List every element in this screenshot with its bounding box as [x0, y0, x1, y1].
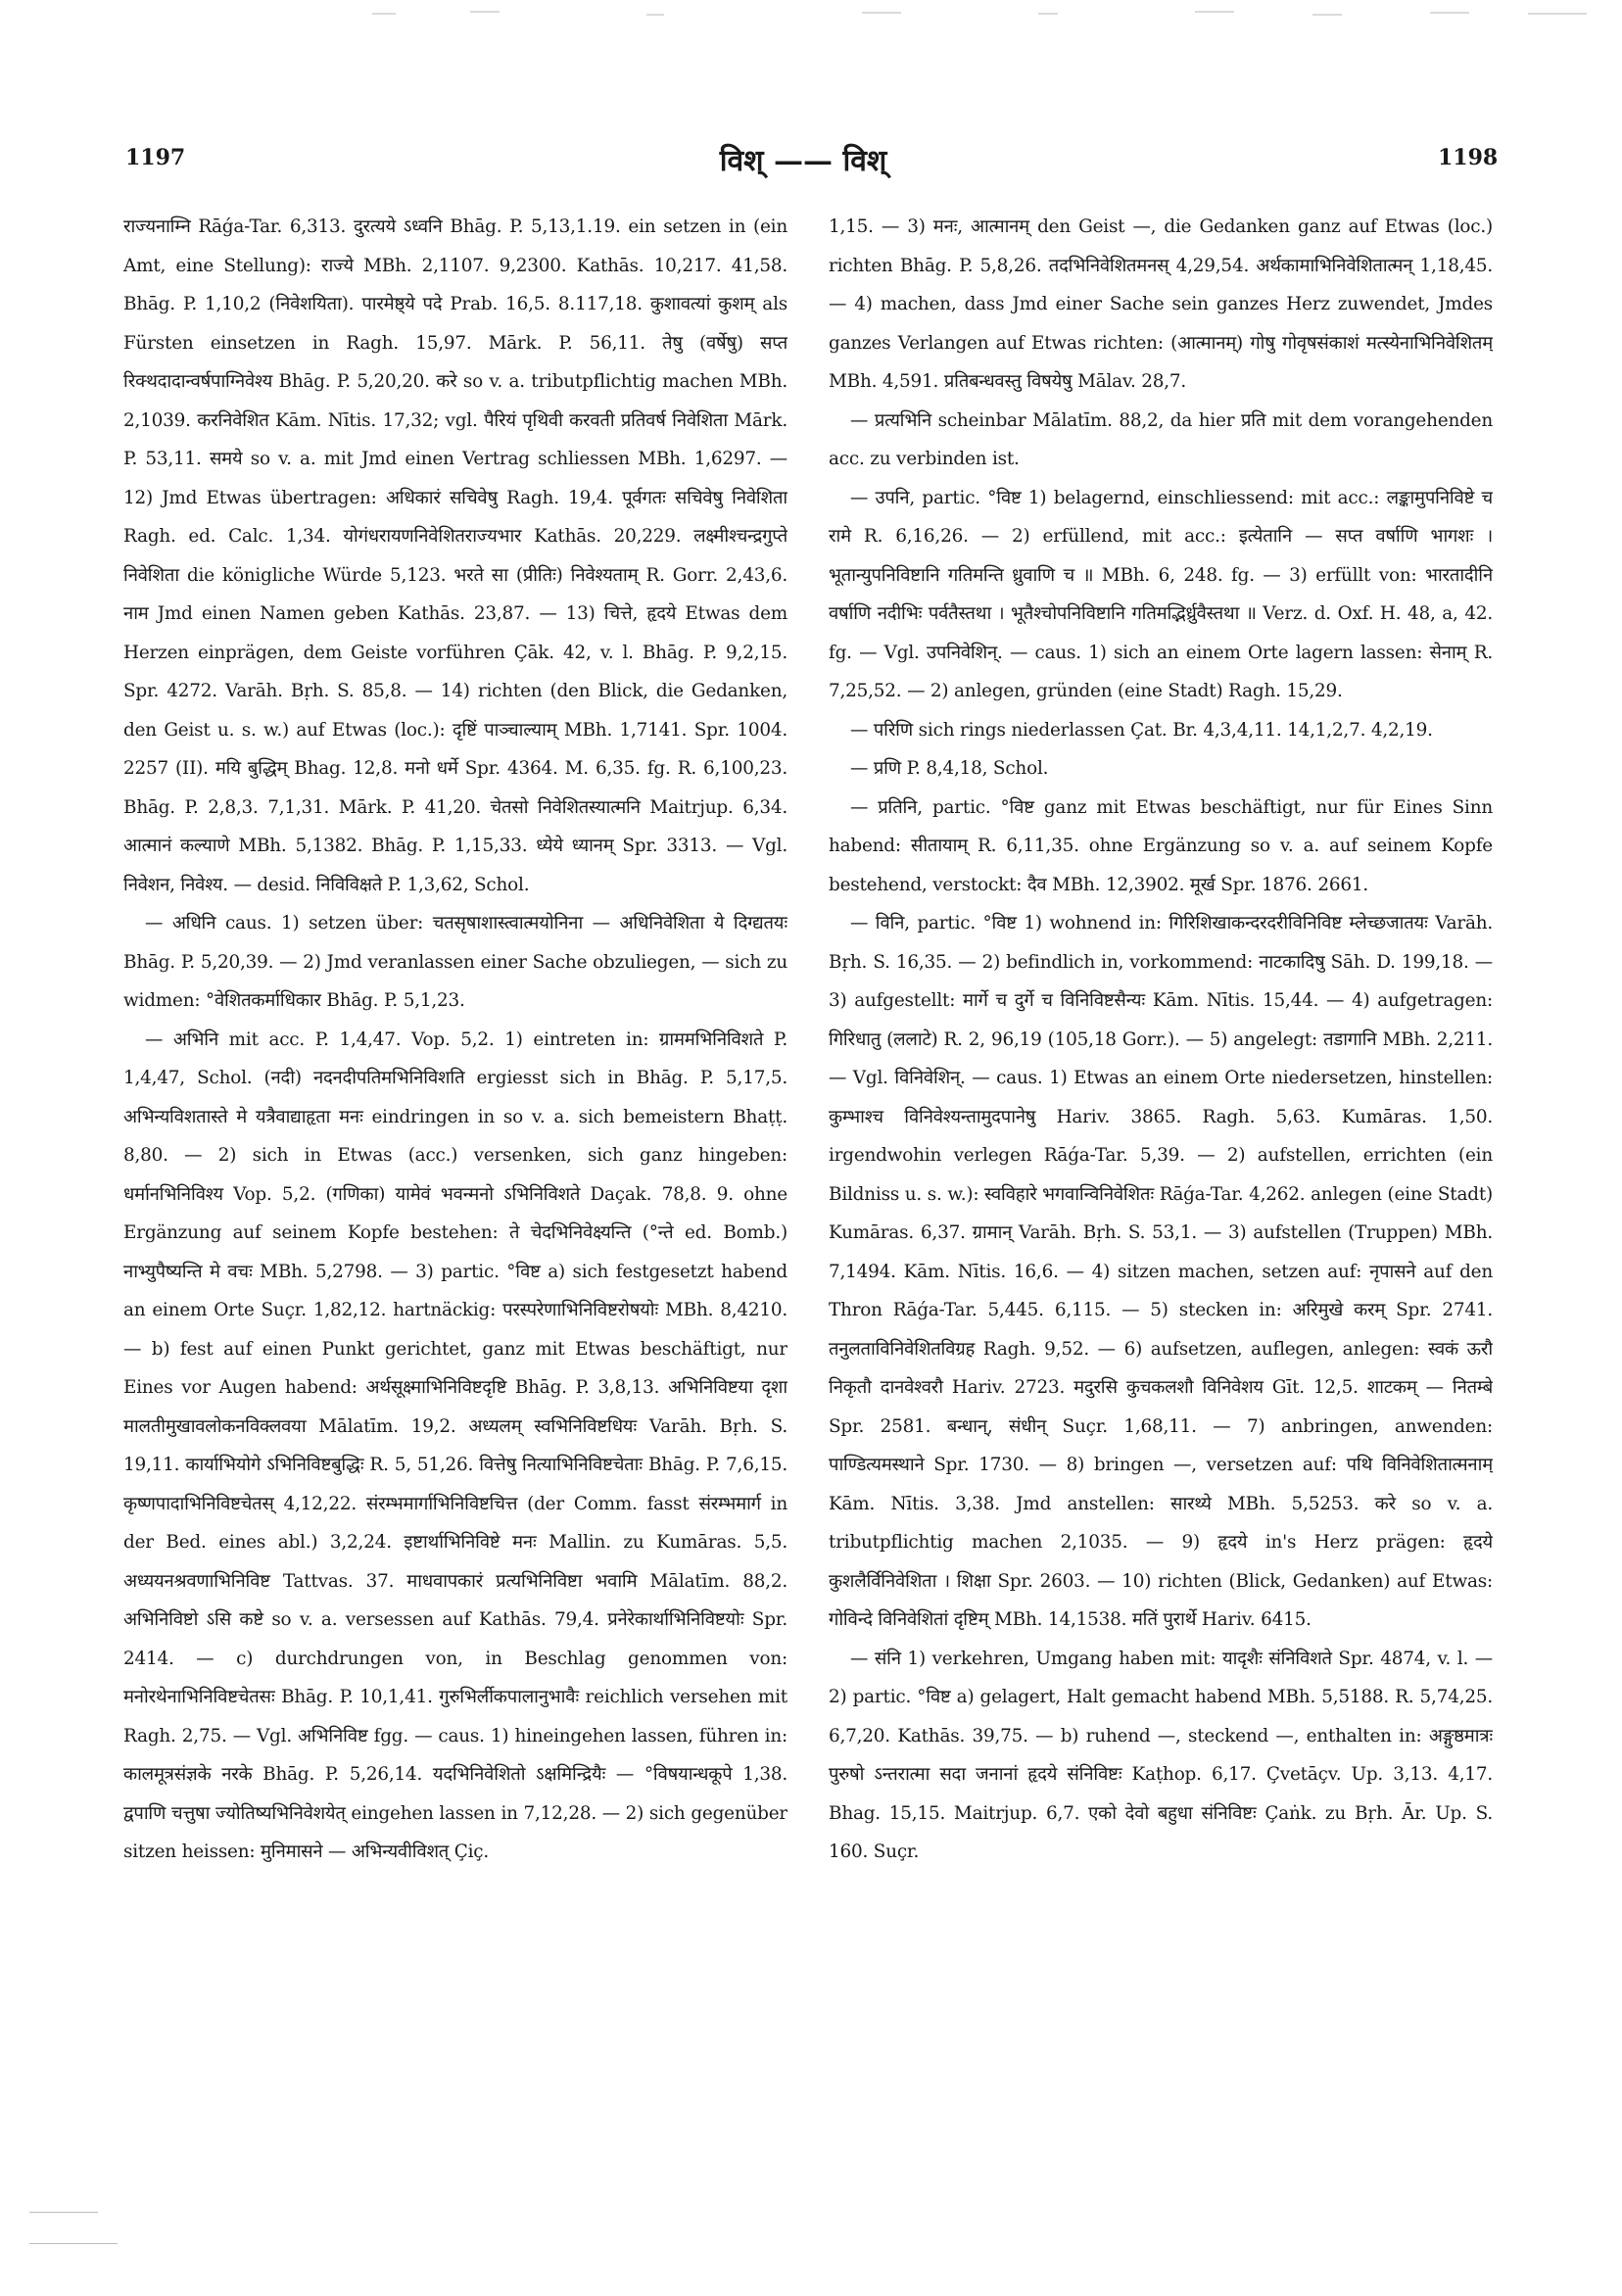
entry-paragraph: — उपनि, partic. °विष्ट 1) belagernd, einschliessend: mit acc.: लङ्कामुपनिविष्टे च रामे R. 6,16,26. — 2) erfüllend, mit acc.: इत्येतानि — सप्त वर्षाणि भागशः । भूतान्युपनिविष्टानि गतिमन्ति ध्रुवाणि च ॥ MBh. 6, 248. fg. — 3) erfüllt von: भारतादीनि वर्षाणि नदीभिः पर्वतैस्तथा । भूतैश्चोपनिविष्टानि गतिमद्भिर्ध्रुवैस्तथा ॥ Verz. d. Oxf. H. 48, a, 42. fg. — Vgl. उपनिवेशिन्. — caus. 1) sich an einem Orte lagern lassen: सेनाम् R. 7,25,52. — 2) anlegen, gründen (eine Stadt) Ragh. 15,29.	[829, 487, 1493, 701]
entry-paragraph: — अभिनि mit acc. P. 1,4,47. Vop. 5,2. 1) eintreten in: ग्राममभिनिविशते P. 1,4,47, Schol. (नदी) नदनदीपतिमभिनिविशति ergiesst sich in Bhāg. P. 5,17,5. अभिन्यविशतास्ते मे यत्रैवाद्याहृता मनः eindringen in so v. a. sich bemeistern Bhaṭṭ. 8,80. — 2) sich in Etwas (acc.) versenken, sich ganz hingeben: धर्मानभिनिविश्य Vop. 5,2. (गणिका) यामेवं भवन्मनो ऽभिनिविशते Daçak. 78,8. 9. ohne Ergänzung auf seinem Kopfe bestehen: ते चेदभिनिवेक्ष्यन्ति (°न्ते ed. Bomb.) नाभ्युपैष्यन्ति मे वचः MBh. 5,2798. — 3) partic. °विष्ट a) sich festgesetzt habend an einem Orte Suçr. 1,82,12. hartnäckig: परस्परेणाभिनिविष्टरोषयोः MBh. 8,4210. — b) fest auf einen Punkt gerichtet, ganz mit Etwas beschäftigt, nur Eines vor Augen habend: अर्थसूक्ष्माभिनिविष्टदृष्टि Bhāg. P. 3,8,13. अभिनिविष्टया दृशा मालतीमुखावलोकनविक्लवया Mālatīm. 19,2. अध्यलम् स्वभिनिविष्टधियः Varāh. Bṛh. S. 19,11. कार्याभियोगे ऽभिनिविष्टबुद्धिः R. 5, 51,26. वित्तेषु नित्याभिनिविष्टचेताः Bhāg. P. 7,6,15. कृष्णपादाभिनिविष्टचेतस् 4,12,22. संरम्भमार्गाभिनिविष्टचित्त (der Comm. fasst संरम्भमार्ग in der Bed. eines abl.) 3,2,24. इष्टार्थाभिनिविष्टे मनः Mallin. zu Kumāras. 5,5. अध्ययनश्रवणाभिनिविष्ट Tattvas. 37. माधवापकारं प्रत्यभिनिविष्टा भवामि Mālatīm. 88,2. अभिनिविष्टो ऽसि कष्टे so v. a. versessen auf Kathās. 79,4. प्रनेरेकार्थाभिनिविष्टयोः Spr. 2414. — c) durchdrungen von, in Beschlag genommen von: मनोरथेनाभिनिविष्टचेतसः Bhāg. P. 10,1,41. गुरुभिर्लीकपालानुभावैः reichlich versehen mit Ragh. 2,75. — Vgl. अभिनिविष्ट fgg. — caus. 1) hineingehen lassen, führen in: कालमूत्रसंज्ञके नरके Bhāg. P. 5,26,14. यदभिनिवेशितो ऽक्षमिन्द्रियैः — °विषयान्धकूपे 1,38. द्वपाणि चत्तुषा ज्योतिष्यभिनिवेशयेत् eingehen lassen in 7,12,28. — 2) sich gegenüber sitzen heissen: मुनिमासने — अभिन्यवीविशत् Çiç.	[123, 1028, 787, 1862]
page-number-right: 1198	[1438, 145, 1499, 170]
entry-paragraph: — प्रतिनि, partic. °विष्ट ganz mit Etwas beschäftigt, nur für Eines Sinn habend: सीतायाम् R. 6,11,35. ohne Ergänzung so v. a. auf seinem Kopfe bestehend, verstockt: दैव MBh. 12,3902. मूर्ख Spr. 1876. 2661.	[829, 796, 1493, 895]
entry-paragraph: — परिणि sich rings niederlassen Çat. Br. 4,3,4,11. 14,1,2,7. 4,2,19.	[850, 719, 1433, 741]
entry-paragraph: — विनि, partic. °विष्ट 1) wohnend in: गिरिशिखाकन्दरदरीविनिविष्ट म्लेच्छजातयः Varāh. Bṛh. S. 16,35. — 2) befindlich in, vorkommend: नाटकादिषु Sāh. D. 199,18. — 3) aufgestellt: मार्गे च दुर्गे च विनिविष्टसैन्यः Kām. Nītis. 15,44. — 4) aufgetragen: गिरिधातु (ललाटे) R. 2, 96,19 (105,18 Gorr.). — 5) angelegt: तडागानि MBh. 2,211. — Vgl. विनिवेशिन्. — caus. 1) Etwas an einem Orte niedersetzen, hinstellen: कुम्भाश्च विनिवेश्यन्तामुदपानेषु Hariv. 3865. Ragh. 5,63. Kumāras. 1,50. irgendwohin verlegen Rāǵa-Tar. 5,39. — 2) aufstellen, errichten (ein Bildniss u. s. w.): स्वविहारे भगवान्विनिवेशितः Rāǵa-Tar. 4,262. anlegen (eine Stadt) Kumāras. 6,37. ग्रामान् Varāh. Bṛh. S. 53,1. — 3) aufstellen (Truppen) MBh. 7,1494. Kām. Nītis. 16,6. — 4) sitzen machen, setzen auf: नृपासने auf den Thron Rāǵa-Tar. 5,445. 6,115. — 5) stecken in: अरिमुखे करम् Spr. 2741. तनुलताविनिवेशितविग्रह Ragh. 9,52. — 6) aufsetzen, auflegen, anlegen: स्वकं ऊरौ निकृतौ दानवेश्वरौ Hariv. 2723. मदुरसि कुचकलशौ विनिवेशय Gīt. 12,5. शाटकम् — नितम्बे Spr. 2581. बन्धान्, संधीन् Suçr. 1,68,11. — 7) anbringen, anwenden: पाण्डित्यमस्थाने Spr. 1730. — 8) bringen —, versetzen auf: पथि विनिवेशितात्मनाम् Kām. Nītis. 3,38. Jmd anstellen: सारथ्ये MBh. 5,5253. करे so v. a. tributpflichtig machen 2,1035. — 9) हृदये in's Herz prägen: हृदये कुशलैर्विनिवेशिता । शिक्षा Spr. 2603. — 10) richten (Blick, Gedanken) auf Etwas: गोविन्दे विनिवेशितां दृष्टिम् MBh. 14,1538. मतिं पुरार्थे Hariv. 6415.	[829, 913, 1493, 1630]
entry-paragraph: 1,15. — 3) मनः, आत्मानम् den Geist —, die Gedanken ganz auf Etwas (loc.) richten Bhāg. P. 5,8,26. तदभिनिवेशितमनस् 4,29,54. अर्थकामाभिनिवेशितात्मन् 1,18,45. — 4) machen, dass Jmd einer Sache sein ganzes Herz zuwendet, Jmdes ganzes Verlangen auf Etwas richten: (आत्मानम्) गोषु गोवृषसंकाशं मत्स्येनाभिनिवेशितम् MBh. 4,591. प्रतिबन्धवस्तु विषयेषु Mālav. 28,7.	[829, 216, 1493, 392]
entry-paragraph: — अधिनि caus. 1) setzen über: चतसृषाशास्त्वात्मयोनिना — अधिनिवेशिता ये दिग्द्यतयः Bhāg. P. 5,20,39. — 2) Jmd veranlassen einer Sache obzuliegen, — sich zu widmen: °वेशितकर्माधिकार Bhāg. P. 5,1,23.	[123, 913, 787, 1011]
left-column	[123, 208, 787, 2118]
right-column	[829, 208, 1493, 2118]
bottom-scan-line	[29, 2212, 98, 2213]
page-number-left: 1197	[125, 145, 186, 170]
entry-paragraph: राज्यनाम्नि Rāǵa-Tar. 6,313. दुरत्यये ऽध्वनि Bhāg. P. 5,13,1.19. ein setzen in (ein Amt, eine Stellung): राज्ये MBh. 2,1107. 9,2300. Kathās. 10,217. 41,58. Bhāg. P. 1,10,2 (निवेशयिता). पारमेष्ठ्ये पदे Prab. 16,5. 8.117,18. कुशावत्यां कुशम् als Fürsten einsetzen in Ragh. 15,97. Mārk. P. 56,11. तेषु (वर्षेषु) सप्त रिक्थदादान्वर्षपाग्निवेश्य Bhāg. P. 5,20,20. करे so v. a. tributpflichtig machen MBh. 2,1039. करनिवेशित Kām. Nītis. 17,32; vgl. पैरियं पृथिवी करवती प्रतिवर्ष निवेशिता Mārk. P. 53,11. समये so v. a. mit Jmd einen Vertrag schliessen MBh. 1,6297. — 12) Jmd Etwas übertragen: अधिकारं सचिवेषु Ragh. 19,4. पूर्वगतः सचिवेषु निवेशिता Ragh. ed. Calc. 1,34. योगंधरायणनिवेशितराज्यभार Kathās. 20,229. लक्ष्मीश्चन्द्रगुप्ते निवेशिता die königliche Würde 5,123. भरते सा (प्रीतिः) निवेश्यताम् R. Gorr. 2,43,6. नाम Jmd einen Namen geben Kathās. 23,87. — 13) चित्ते, हृदये Etwas dem Herzen einprägen, dem Geiste vorführen Çāk. 42, v. l. Bhāg. P. 9,2,15. Spr. 4272. Varāh. Bṛh. S. 85,8. — 14) richten (den Blick, die Gedanken, den Geist u. s. w.) auf Etwas (loc.): दृष्टिं पाञ्चाल्याम् MBh. 1,7141. Spr. 1004. 2257 (II). मयि बुद्धिम् Bhag. 12,8. मनो धर्मे Spr. 4364. M. 6,35. fg. R. 6,100,23. Bhāg. P. 2,8,3. 7,1,31. Mārk. P. 41,20. चेतसो निवेशितस्यात्मनि Maitrjup. 6,34. आत्मानं कल्याणे MBh. 5,1382. Bhāg. P. 1,15,33. ध्येये ध्यानम् Spr. 3313. — Vgl. निवेशन, निवेश्य. — desid. निविविक्षते P. 1,3,62, Schol.	[123, 216, 787, 895]
running-head: विश् —— विश्	[719, 144, 887, 178]
scan-speckle	[353, 6, 1606, 20]
bottom-scan-line	[29, 2243, 118, 2244]
entry-paragraph: — प्रणि P. 8,4,18, Schol.	[850, 758, 1049, 779]
entry-paragraph: — प्रत्यभिनि scheinbar Mālatīm. 88,2, da hier प्रति mit dem vorangehenden acc. zu verbinden ist.	[829, 409, 1493, 469]
entry-paragraph: — संनि 1) verkehren, Umgang haben mit: यादृशैः संनिविशते Spr. 4874, v. l. — 2) partic. °विष्ट a) gelagert, Halt gemacht habend MBh. 5,5188. R. 5,74,25. 6,7,20. Kathās. 39,75. — b) ruhend —, steckend —, enthalten in: अङ्गुष्ठमात्रः पुरुषो ऽन्तरात्मा सदा जनानां हृदये संनिविष्टः Kaṭhop. 6,17. Çvetāçv. Up. 3,13. 4,17. Bhag. 15,15. Maitrjup. 6,7. एको देवो बहुधा संनिविष्टः Çaṅk. zu Bṛh. Ār. Up. S. 160. Suçr.	[829, 1648, 1493, 1862]
